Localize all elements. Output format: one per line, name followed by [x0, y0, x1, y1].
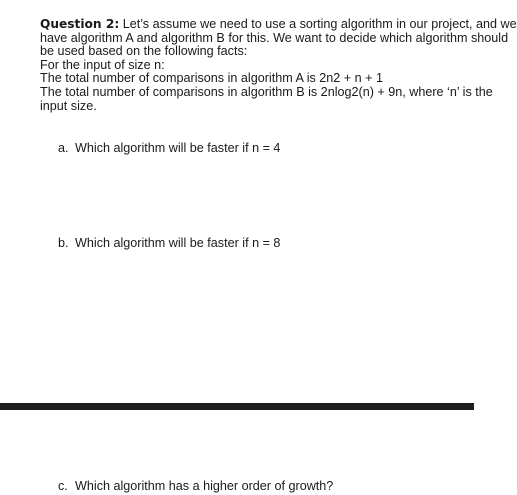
- question-line-6: The total number of comparisons in algorithm B is 2nlog2(n) + 9n, where ‘n’ is the: [40, 84, 493, 99]
- question-line-4: For the input of size n:: [40, 57, 165, 72]
- part-b-text: Which algorithm will be faster if n = 8: [75, 236, 281, 250]
- question-line-1: [40, 17, 517, 32]
- page-divider: [0, 403, 474, 410]
- part-a-letter: a.: [58, 141, 69, 155]
- question-line-3: be used based on the following facts:: [40, 44, 248, 59]
- part-c-letter: c.: [58, 479, 68, 493]
- part-b: [58, 236, 280, 250]
- part-a-text: Which algorithm will be faster if n = 4: [75, 141, 281, 155]
- part-a: [58, 141, 280, 155]
- question-line-1-text: Let’s assume we need to use a sorting algorithm in our project, and we: [119, 17, 517, 31]
- question-intro: [40, 17, 517, 113]
- part-b-letter: b.: [58, 236, 69, 250]
- part-c: [58, 479, 333, 493]
- question-label: Question 2:: [40, 17, 120, 31]
- question-line-7: input size.: [40, 98, 97, 113]
- part-c-text: Which algorithm has a higher order of growth?: [75, 479, 334, 493]
- question-line-2: have algorithm A and algorithm B for this. We want to decide which algorithm should: [40, 30, 509, 45]
- question-line-5: The total number of comparisons in algorithm A is 2n2 + n + 1: [40, 71, 384, 86]
